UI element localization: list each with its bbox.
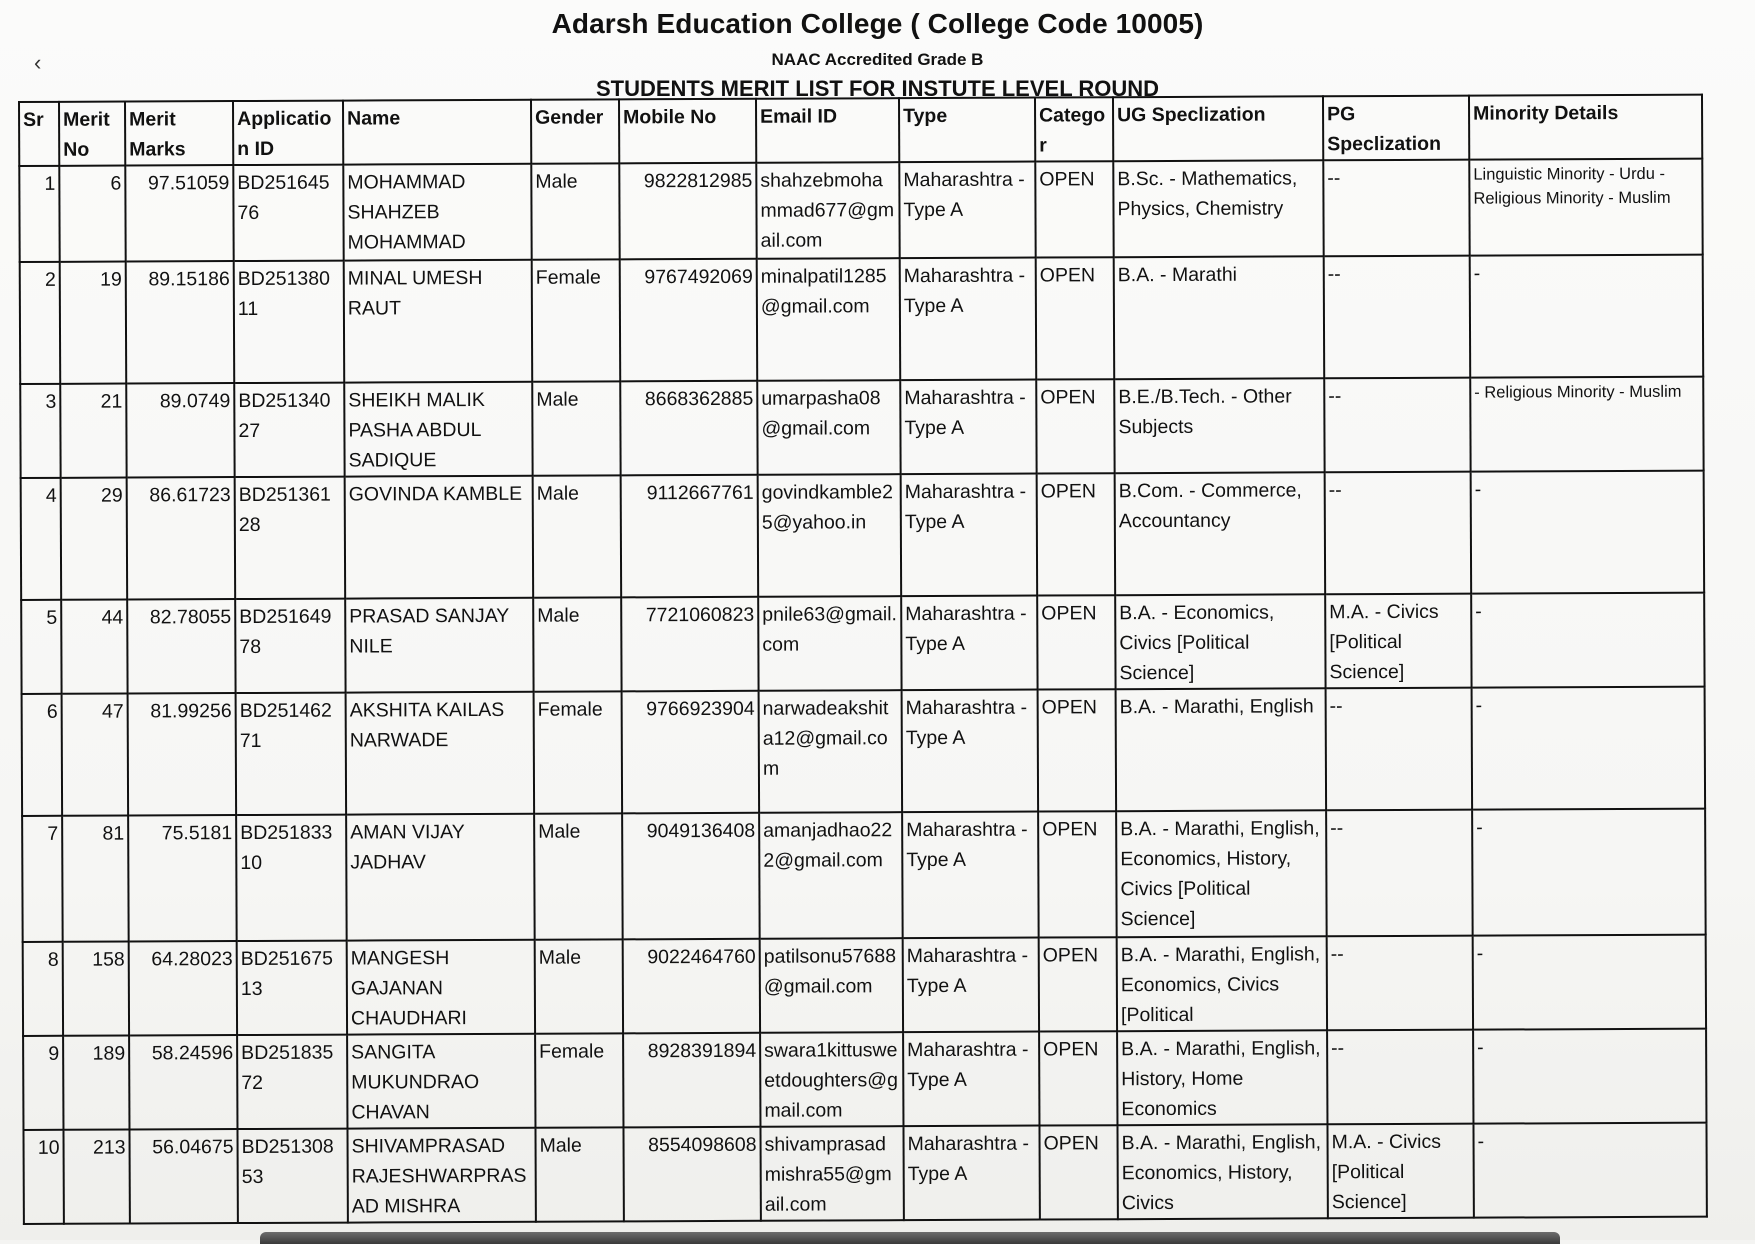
cell-sr: 8 (23, 942, 63, 1036)
cell-gender: Male (532, 381, 620, 475)
header-ug-specialization: UG Speclization (1113, 96, 1323, 161)
cell-sr: 3 (20, 384, 60, 478)
cell-ug-specialization: B.Sc. - Mathematics, Physics, Chemistry (1113, 160, 1323, 257)
cell-sr: 5 (21, 600, 61, 694)
cell-mobile: 9767492069 (620, 259, 758, 382)
cell-email: swara1kittusweetdoughters@gmail.com (760, 1032, 903, 1127)
cell-pg-specialization: -- (1327, 936, 1473, 1031)
cell-application-id: BD25183310 (236, 815, 347, 941)
cell-category: OPEN (1038, 811, 1117, 937)
cell-category: OPEN (1036, 379, 1114, 473)
cell-name: PRASAD SANJAY NILE (345, 598, 533, 693)
cell-gender: Female (532, 259, 621, 381)
cell-application-id: BD25130853 (237, 1129, 347, 1223)
cell-mobile: 8928391894 (623, 1033, 760, 1128)
cell-minority-details: - (1470, 255, 1704, 378)
cell-email: govindkamble25@yahoo.in (758, 474, 902, 597)
cell-gender: Male (533, 597, 621, 691)
cell-merit-no: 189 (63, 1036, 129, 1130)
cell-gender: Female (535, 1033, 623, 1127)
cell-minority-details: - Religious Minority - Muslim (1470, 377, 1703, 472)
cell-minority-details: - (1472, 687, 1706, 810)
cell-mobile: 7721060823 (621, 597, 758, 692)
college-title: Adarsh Education College ( College Code 10005) (551, 8, 1204, 39)
cell-sr: 2 (20, 262, 61, 384)
cell-minority-details: - (1473, 1029, 1706, 1124)
cell-category: OPEN (1035, 161, 1113, 257)
cell-name: GOVINDA KAMBLE (345, 476, 534, 599)
cell-minority-details: Linguistic Minority - Urdu - Religious Minority - Muslim (1469, 159, 1702, 256)
cell-gender: Male (534, 813, 623, 939)
cell-name: SHEIKH MALIK PASHA ABDUL SADIQUE (344, 382, 532, 477)
cell-name: AMAN VIJAY JADHAV (346, 814, 535, 941)
cell-pg-specialization: -- (1325, 472, 1472, 595)
cell-email: pnile63@gmail.com (758, 596, 901, 691)
cell-email: minalpatil1285@gmail.com (757, 258, 901, 381)
cell-email: shahzebmohammad677@gmail.com (756, 162, 899, 259)
cell-merit-no: 213 (63, 1130, 129, 1224)
cell-ug-specialization: B.A. - Marathi, English, History, Home Economics (1117, 1030, 1327, 1125)
cell-sr: 9 (23, 1036, 63, 1130)
cell-category: OPEN (1039, 937, 1117, 1031)
cell-email: patilsonu57688@gmail.com (760, 938, 903, 1033)
cell-type: Maharashtra - Type A (902, 812, 1039, 939)
cell-pg-specialization: -- (1324, 378, 1470, 473)
cell-mobile: 8668362885 (620, 381, 757, 476)
cell-application-id: BD25146271 (236, 693, 347, 815)
cell-name: AKSHITA KAILAS NARWADE (346, 692, 535, 815)
cell-ug-specialization: B.A. - Marathi, English, Economics, History, Civics (1117, 1124, 1327, 1219)
cell-pg-specialization: -- (1324, 256, 1471, 379)
cell-merit-no: 19 (60, 262, 127, 384)
cell-mobile: 9022464760 (623, 939, 760, 1034)
cell-gender: Male (533, 475, 622, 597)
cell-category: OPEN (1036, 257, 1115, 379)
cell-pg-specialization: M.A. - Civics [Political Science] (1325, 594, 1471, 689)
cell-pg-specialization: -- (1327, 1030, 1473, 1125)
cell-email: narwadeakshita12@gmail.com (759, 690, 903, 813)
cell-merit-marks: 89.0749 (126, 383, 234, 477)
cell-ug-specialization: B.A. - Economics, Civics [Political Science] (1115, 594, 1325, 689)
table-row (20, 377, 1703, 478)
cell-merit-marks: 86.61723 (127, 477, 236, 599)
cell-application-id: BD25134027 (234, 383, 344, 477)
cell-merit-no: 47 (62, 694, 129, 816)
cell-application-id: BD25138011 (234, 261, 345, 383)
cell-pg-specialization: -- (1326, 688, 1473, 811)
header-type: Type (899, 98, 1035, 163)
cell-merit-marks: 64.28023 (129, 941, 237, 1035)
cell-pg-specialization: -- (1323, 160, 1469, 257)
merit-list-table (18, 94, 1708, 1225)
cell-merit-marks: 75.5181 (128, 815, 237, 941)
table-row (23, 1029, 1706, 1130)
cell-ug-specialization: B.A. - Marathi (1114, 256, 1325, 379)
cell-type: Maharashtra - Type A (899, 162, 1035, 259)
header-sr: Sr (19, 102, 59, 166)
cell-merit-no: 21 (60, 384, 126, 478)
cell-gender: Female (534, 691, 623, 813)
header-pg-specialization: PG Speclization (1323, 96, 1469, 161)
cell-application-id: BD25164978 (235, 599, 345, 693)
cell-type: Maharashtra - Type A (900, 380, 1036, 475)
scan-edge-shadow (260, 1232, 1560, 1244)
cell-application-id: BD25164576 (233, 165, 343, 261)
cell-minority-details: - (1471, 593, 1704, 688)
cell-merit-no: 81 (62, 816, 129, 942)
table-row (20, 255, 1704, 384)
cell-application-id: BD25136128 (235, 477, 346, 599)
table-row (19, 159, 1702, 262)
cell-mobile: 9822812985 (619, 163, 756, 260)
cell-type: Maharashtra - Type A (900, 258, 1037, 381)
header-merit-marks: Merit Marks (125, 101, 233, 165)
header-category: Categor (1035, 97, 1113, 161)
cell-application-id: BD25167513 (237, 941, 347, 1035)
table-row (21, 471, 1705, 600)
cell-gender: Male (535, 1127, 623, 1221)
cell-minority-details: - (1473, 1123, 1706, 1218)
cell-category: OPEN (1039, 1031, 1117, 1125)
cell-category: OPEN (1037, 473, 1116, 595)
cell-mobile: 8554098608 (623, 1127, 760, 1222)
cell-merit-marks: 89.15186 (126, 261, 235, 383)
cell-type: Maharashtra - Type A (902, 690, 1039, 813)
cell-ug-specialization: B.A. - Marathi, English (1116, 688, 1327, 811)
cell-sr: 6 (22, 694, 63, 816)
cell-email: shivamprasadmishra55@gmail.com (760, 1126, 903, 1221)
cell-type: Maharashtra - Type A (903, 938, 1039, 1033)
table-row (21, 593, 1704, 694)
cell-application-id: BD25183572 (237, 1035, 347, 1129)
cell-name: SHIVAMPRASAD RAJESHWARPRASAD MISHRA (347, 1128, 535, 1223)
cell-ug-specialization: B.A. - Marathi, English, Economics, Civics [Political (1117, 936, 1327, 1031)
cell-name: MOHAMMAD SHAHZEB MOHAMMAD (343, 164, 531, 261)
header-email: Email ID (756, 98, 899, 163)
cell-merit-no: 44 (61, 600, 127, 694)
cell-merit-marks: 58.24596 (129, 1035, 237, 1129)
header-name: Name (343, 100, 531, 165)
table-header-row (19, 95, 1702, 166)
cell-type: Maharashtra - Type A (901, 474, 1038, 597)
cell-mobile: 9049136408 (622, 813, 760, 940)
accreditation-subtitle: NAAC Accredited Grade B (771, 50, 984, 69)
cell-gender: Male (535, 939, 623, 1033)
header-mobile: Mobile No (619, 99, 756, 164)
table-row (23, 935, 1706, 1036)
cell-email: amanjadhao222@gmail.com (759, 812, 903, 939)
cell-ug-specialization: B.Com. - Commerce, Accountancy (1115, 472, 1326, 595)
cell-category: OPEN (1039, 1125, 1117, 1219)
cell-pg-specialization: M.A. - Civics [Political Science] (1327, 1124, 1473, 1219)
cell-minority-details: - (1472, 809, 1706, 936)
cell-email: umarpasha08@gmail.com (757, 380, 900, 475)
cell-type: Maharashtra - Type A (903, 1126, 1039, 1221)
cell-gender: Male (531, 163, 619, 259)
cell-mobile: 9112667761 (621, 475, 759, 598)
cell-name: MANGESH GAJANAN CHAUDHARI (347, 940, 535, 1035)
cell-sr: 1 (19, 166, 59, 262)
cell-category: OPEN (1037, 595, 1115, 689)
cell-type: Maharashtra - Type A (901, 596, 1037, 691)
cell-name: MINAL UMESH RAUT (344, 260, 533, 383)
cell-minority-details: - (1471, 471, 1705, 594)
cell-merit-marks: 81.99256 (128, 693, 237, 815)
table-row (22, 687, 1706, 816)
cell-minority-details: - (1473, 935, 1706, 1030)
cell-mobile: 9766923904 (622, 691, 760, 814)
cell-merit-no: 6 (59, 166, 125, 262)
cell-merit-marks: 82.78055 (127, 599, 235, 693)
cell-merit-marks: 56.04675 (129, 1129, 237, 1223)
cell-merit-no: 158 (63, 942, 129, 1036)
cell-merit-no: 29 (61, 478, 128, 600)
cell-pg-specialization: -- (1326, 810, 1473, 937)
header-gender: Gender (531, 99, 619, 163)
cell-sr: 10 (23, 1130, 63, 1224)
table-row (23, 1123, 1706, 1224)
merit-list-title: STUDENTS MERIT LIST FOR INSTUTE LEVEL ROUND (595, 76, 1160, 101)
cell-sr: 4 (21, 478, 62, 600)
pen-mark: ‹ (34, 50, 42, 75)
cell-category: OPEN (1038, 689, 1117, 811)
cell-sr: 7 (22, 816, 63, 942)
cell-ug-specialization: B.A. - Marathi, English, Economics, History, Civics [Political Science] (1116, 810, 1327, 937)
header-minority-details: Minority Details (1469, 95, 1702, 160)
table-row (22, 809, 1706, 942)
cell-merit-marks: 97.51059 (125, 165, 233, 261)
header-application-id: Application ID (233, 101, 343, 165)
header-merit-no: Merit No (59, 102, 125, 166)
cell-name: SANGITA MUKUNDRAO CHAVAN (347, 1034, 535, 1129)
cell-ug-specialization: B.E./B.Tech. - Other Subjects (1114, 378, 1324, 473)
cell-type: Maharashtra - Type A (903, 1032, 1039, 1127)
